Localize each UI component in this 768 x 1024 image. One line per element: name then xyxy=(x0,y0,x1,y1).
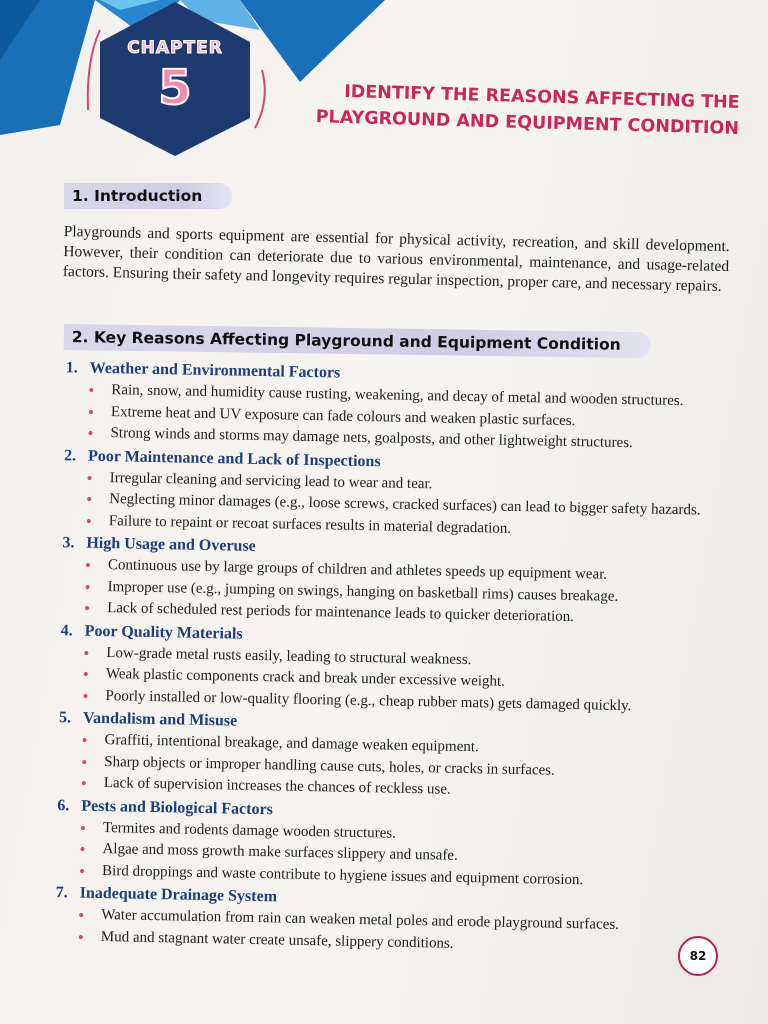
bullet-dot-icon: • xyxy=(87,423,94,443)
reason-bullets xyxy=(52,379,743,457)
reason-title-text: Poor Quality Materials xyxy=(84,622,243,643)
chapter-badge xyxy=(90,0,260,160)
bullet-text: Low-grade metal rusts easily, leading to structural weakness. xyxy=(106,644,472,668)
reason-number: 2. xyxy=(63,446,77,464)
bullet-text: Algae and moss growth make surfaces slippery and unsafe. xyxy=(102,841,458,864)
bullet-dot-icon: • xyxy=(77,927,84,947)
reason-number: 1. xyxy=(65,359,78,377)
chapter-label: CHAPTER xyxy=(127,38,223,58)
bullet-text: Sharp objects or improper handling cause cuts, holes, or cracks in surfaces. xyxy=(104,753,555,779)
reason-title-text: Poor Maintenance and Lack of Inspections xyxy=(87,447,381,470)
bullet-dot-icon: • xyxy=(86,489,93,509)
section-heading-introduction: 1. Introduction xyxy=(64,183,232,209)
bullet-text: Neglecting minor damages (e.g., loose screws, cracked surfaces) can lead to bigger safety hazards. xyxy=(109,491,701,519)
bullet-dot-icon: • xyxy=(86,468,93,488)
intro-paragraph: Playgrounds and sports equipment are essential for physical activity, recreation, and skill development. However, their condition can deteriorate due to various environmental, maintenance, and usage-related factors. Ensuring their safety and longevity requires regular inspection, proper care, and necessary repairs. xyxy=(62,222,730,295)
chapter-title: IDENTIFY THE REASONS AFFECTING THE PLAYGROUND AND EQUIPMENT CONDITION xyxy=(315,81,740,139)
reason-number: 7. xyxy=(55,884,68,902)
bullet-text: Lack of supervision increases the chances of reckless use. xyxy=(103,775,451,798)
bullet-dot-icon: • xyxy=(79,839,86,859)
bullet-text: Lack of scheduled rest periods for maintenance leads to quicker deterioration. xyxy=(107,600,575,626)
bullet-text: Mud and stagnant water create unsafe, slippery conditions. xyxy=(100,928,454,952)
reason-number: 5. xyxy=(58,709,72,727)
bullet-text: Continuous use by large groups of children and athletes speeds up equipment wear. xyxy=(107,557,608,583)
bullet-dot-icon: • xyxy=(85,511,92,531)
bullet-dot-icon: • xyxy=(84,555,92,575)
bullet-text: Failure to repaint or recoat surfaces results in material degradation. xyxy=(108,512,512,537)
bullet-text: Weak plastic components crack and break under excessive weight. xyxy=(105,666,506,690)
bullet-dot-icon: • xyxy=(83,643,90,663)
reason-number: 3. xyxy=(62,534,75,552)
bullet-text: Improper use (e.g., jumping on swings, hanging on basketball rims) causes breakage. xyxy=(107,578,619,605)
reason-number: 6. xyxy=(57,796,70,814)
bullet-dot-icon: • xyxy=(82,686,89,706)
bullet-dot-icon: • xyxy=(88,380,95,400)
reason-bullets xyxy=(47,641,738,719)
bullet-text: Rain, snow, and humidity cause rusting, weakening, and decay of metal and wooden structures. xyxy=(111,382,684,410)
bullet-dot-icon: • xyxy=(78,905,85,925)
bullet-dot-icon: • xyxy=(82,664,90,684)
bullet-text: Irregular cleaning and servicing lead to wear and tear. xyxy=(109,469,433,492)
bullet-text: Strong winds and storms may damage nets, goalposts, and other lightweight structures. xyxy=(110,425,634,452)
reason-bullets xyxy=(49,554,740,632)
bullet-dot-icon: • xyxy=(87,402,95,422)
bullet-text: Graffiti, intentional breakage, and damage weaken equipment. xyxy=(104,732,479,756)
section-heading-key-reasons: 2. Key Reasons Affecting Playground and Equipment Condition xyxy=(64,324,651,358)
reason-title-text: High Usage and Overuse xyxy=(86,534,256,555)
bullet-text: Poorly installed or low-quality flooring (e.g., cheap rubber mats) gets damaged quickly. xyxy=(105,687,632,714)
bullet-dot-icon: • xyxy=(84,577,91,597)
reason-bullets xyxy=(51,466,742,544)
reason-bullets xyxy=(46,729,737,807)
reason-title-text: Inadequate Drainage System xyxy=(79,884,278,906)
bullet-text: Water accumulation from rain can weaken metal poles and erode playground surfaces. xyxy=(101,907,620,933)
reason-title-text: Vandalism and Misuse xyxy=(82,709,238,730)
reason-number: 4. xyxy=(60,621,73,639)
bullet-text: Termites and rodents damage wooden structures. xyxy=(102,819,397,842)
bullet-dot-icon: • xyxy=(83,598,91,618)
reason-bullets xyxy=(44,816,735,894)
reason-title-text: Pests and Biological Factors xyxy=(81,797,274,818)
chapter-number: 5 xyxy=(158,60,192,116)
bullet-dot-icon: • xyxy=(81,752,88,772)
reasons-list xyxy=(43,356,744,960)
bullet-text: Bird droppings and waste contribute to hygiene issues and equipment corrosion. xyxy=(101,862,584,888)
bullet-text: Extreme heat and UV exposure can fade colours and weaken plastic surfaces. xyxy=(110,403,576,429)
page-number: 82 xyxy=(678,936,718,976)
bullet-dot-icon: • xyxy=(80,773,87,793)
bullet-dot-icon: • xyxy=(81,730,88,750)
reason-title-text: Weather and Environmental Factors xyxy=(89,359,341,382)
bullet-dot-icon: • xyxy=(78,861,86,881)
bullet-dot-icon: • xyxy=(79,818,87,838)
